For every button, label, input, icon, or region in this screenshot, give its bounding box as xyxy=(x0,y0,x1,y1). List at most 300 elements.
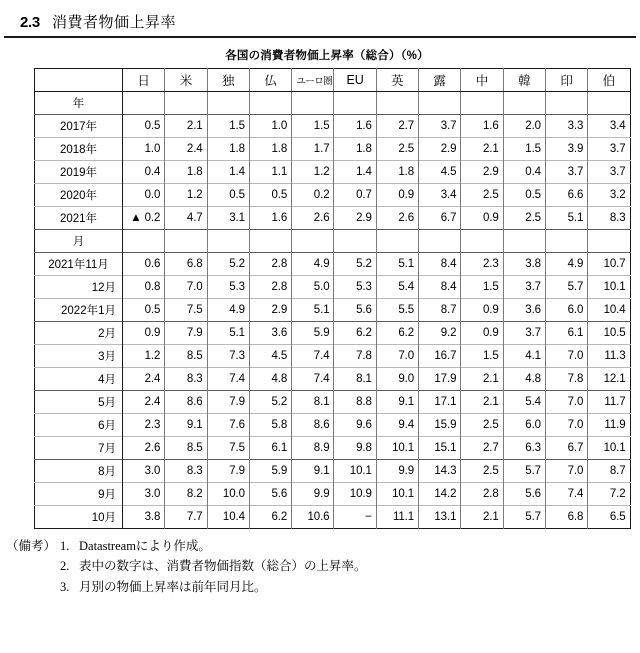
data-cell: 1.1 xyxy=(249,161,291,184)
empty-cell xyxy=(376,92,418,115)
data-cell: 6.1 xyxy=(249,437,291,460)
row-label: 2022年1月 xyxy=(35,299,123,322)
data-cell: 0.5 xyxy=(249,184,291,207)
data-cell: 0.5 xyxy=(123,115,165,138)
table-row xyxy=(35,437,631,460)
data-cell: 8.5 xyxy=(165,437,207,460)
footnote-index: 3. xyxy=(60,579,70,594)
data-cell: 11.9 xyxy=(588,414,630,437)
data-cell: 6.7 xyxy=(545,437,587,460)
data-cell: 6.0 xyxy=(545,299,587,322)
empty-cell xyxy=(419,230,461,253)
row-label: 3月 xyxy=(35,345,123,368)
empty-cell xyxy=(588,230,630,253)
data-cell: 7.2 xyxy=(588,483,630,506)
section-number: 2.3 xyxy=(20,14,40,31)
row-label: 2019年 xyxy=(35,161,123,184)
data-cell: 2.6 xyxy=(123,437,165,460)
data-cell: 5.2 xyxy=(334,253,376,276)
data-cell: 7.7 xyxy=(165,506,207,529)
row-label: 8月 xyxy=(35,460,123,483)
row-label: 7月 xyxy=(35,437,123,460)
data-cell: 8.7 xyxy=(419,299,461,322)
row-label: 12月 xyxy=(35,276,123,299)
data-cell: 2.5 xyxy=(503,207,545,230)
data-cell: 1.5 xyxy=(503,138,545,161)
data-cell: 9.9 xyxy=(292,483,334,506)
table-row xyxy=(35,345,631,368)
footnote-item xyxy=(6,536,640,556)
data-cell: 0.5 xyxy=(123,299,165,322)
data-cell: 6.3 xyxy=(503,437,545,460)
data-cell: 6.5 xyxy=(588,506,630,529)
data-cell: 2.9 xyxy=(461,161,503,184)
data-cell: 3.0 xyxy=(123,483,165,506)
data-cell: 2.0 xyxy=(503,115,545,138)
data-cell: 5.6 xyxy=(249,483,291,506)
data-cell: 10.5 xyxy=(588,322,630,345)
empty-cell xyxy=(123,230,165,253)
data-cell: 7.8 xyxy=(334,345,376,368)
empty-cell xyxy=(123,92,165,115)
data-cell: 4.8 xyxy=(249,368,291,391)
data-cell: 5.1 xyxy=(292,299,334,322)
data-cell: 8.3 xyxy=(165,460,207,483)
column-header-fr: 仏 xyxy=(249,69,291,92)
data-cell: 17.9 xyxy=(419,368,461,391)
row-label: 2020年 xyxy=(35,184,123,207)
data-cell: 2.8 xyxy=(461,483,503,506)
column-header-euro-area: ユーロ圏 xyxy=(292,69,334,92)
data-cell: 7.4 xyxy=(545,483,587,506)
data-cell: 2.4 xyxy=(165,138,207,161)
data-cell: 6.8 xyxy=(545,506,587,529)
data-cell: 0.5 xyxy=(503,184,545,207)
data-cell: 2.9 xyxy=(334,207,376,230)
row-label: 5月 xyxy=(35,391,123,414)
footnote-lead-spacer xyxy=(6,556,60,576)
data-cell: 3.4 xyxy=(588,115,630,138)
empty-cell xyxy=(545,230,587,253)
data-cell: 6.6 xyxy=(545,184,587,207)
data-cell: 6.2 xyxy=(334,322,376,345)
section-label: 月 xyxy=(35,230,123,253)
empty-cell xyxy=(292,92,334,115)
data-cell: 2.1 xyxy=(461,368,503,391)
empty-cell xyxy=(249,230,291,253)
section-row-year xyxy=(35,92,631,115)
column-header-eu: EU xyxy=(334,69,376,92)
data-cell: 0.0 xyxy=(123,184,165,207)
data-cell: 3.8 xyxy=(503,253,545,276)
empty-cell xyxy=(419,92,461,115)
data-cell: 1.8 xyxy=(376,161,418,184)
footnote-text: Datastreamにより作成。 xyxy=(79,539,211,553)
data-cell: 3.7 xyxy=(503,322,545,345)
data-cell: 2.3 xyxy=(123,414,165,437)
footnotes xyxy=(0,529,640,597)
row-label: 2021年11月 xyxy=(35,253,123,276)
data-cell: 3.1 xyxy=(207,207,249,230)
data-cell: 7.0 xyxy=(545,460,587,483)
data-cell: 1.8 xyxy=(165,161,207,184)
data-cell: 2.1 xyxy=(461,138,503,161)
data-cell: 11.3 xyxy=(588,345,630,368)
data-cell: 0.4 xyxy=(123,161,165,184)
empty-cell xyxy=(334,230,376,253)
data-cell: 7.0 xyxy=(545,414,587,437)
table-row xyxy=(35,276,631,299)
data-cell: 6.2 xyxy=(249,506,291,529)
data-cell: 10.6 xyxy=(292,506,334,529)
data-cell: 2.5 xyxy=(376,138,418,161)
table-row xyxy=(35,368,631,391)
data-cell: 9.4 xyxy=(376,414,418,437)
data-cell: 9.6 xyxy=(334,414,376,437)
data-cell: 8.2 xyxy=(165,483,207,506)
data-cell: 10.7 xyxy=(588,253,630,276)
section-label: 年 xyxy=(35,92,123,115)
footnote-item xyxy=(6,556,640,576)
data-cell: 3.7 xyxy=(588,138,630,161)
data-cell: 4.1 xyxy=(503,345,545,368)
table-row xyxy=(35,138,631,161)
data-cell: 2.1 xyxy=(461,506,503,529)
data-cell: 3.3 xyxy=(545,115,587,138)
table-body xyxy=(35,92,631,529)
data-cell: 4.9 xyxy=(207,299,249,322)
empty-cell xyxy=(292,230,334,253)
data-cell: 1.2 xyxy=(292,161,334,184)
data-cell: 5.2 xyxy=(249,391,291,414)
footnote-text: 月別の物価上昇率は前年同月比。 xyxy=(79,579,267,594)
data-cell: 5.9 xyxy=(292,322,334,345)
data-cell: 7.4 xyxy=(292,345,334,368)
data-cell: 7.9 xyxy=(207,391,249,414)
table-row xyxy=(35,115,631,138)
data-cell: 1.8 xyxy=(334,138,376,161)
data-cell: 2.8 xyxy=(249,253,291,276)
empty-cell xyxy=(588,92,630,115)
table-row xyxy=(35,414,631,437)
footnote-index: 1. xyxy=(60,539,70,553)
footnote-lead-spacer xyxy=(6,577,60,597)
data-cell: 4.5 xyxy=(249,345,291,368)
data-cell: 3.0 xyxy=(123,460,165,483)
data-cell: 10.4 xyxy=(588,299,630,322)
table-row xyxy=(35,299,631,322)
data-cell: 10.0 xyxy=(207,483,249,506)
data-cell: 7.9 xyxy=(165,322,207,345)
data-cell: 4.5 xyxy=(419,161,461,184)
data-cell: 9.2 xyxy=(419,322,461,345)
data-cell: 3.7 xyxy=(545,161,587,184)
data-cell: 17.1 xyxy=(419,391,461,414)
row-label: 2018年 xyxy=(35,138,123,161)
data-cell: 9.1 xyxy=(165,414,207,437)
data-cell: 10.1 xyxy=(588,437,630,460)
header-corner-cell xyxy=(35,69,123,92)
empty-cell xyxy=(207,230,249,253)
data-cell: 0.9 xyxy=(461,299,503,322)
data-cell: 7.8 xyxy=(545,368,587,391)
data-cell: 2.5 xyxy=(461,460,503,483)
data-cell: 2.6 xyxy=(292,207,334,230)
data-cell: 3.4 xyxy=(419,184,461,207)
data-cell: 8.1 xyxy=(292,391,334,414)
data-cell: 3.7 xyxy=(588,161,630,184)
data-cell: 0.9 xyxy=(123,322,165,345)
column-header-ru: 露 xyxy=(419,69,461,92)
column-header-in: 印 xyxy=(545,69,587,92)
data-cell: 7.5 xyxy=(207,437,249,460)
data-cell: 15.9 xyxy=(419,414,461,437)
data-cell: 9.1 xyxy=(376,391,418,414)
data-cell: 1.2 xyxy=(165,184,207,207)
cpi-table xyxy=(34,68,631,529)
empty-cell xyxy=(249,92,291,115)
data-cell: 2.4 xyxy=(123,368,165,391)
data-cell: 0.5 xyxy=(207,184,249,207)
data-cell: 6.2 xyxy=(376,322,418,345)
data-cell: 1.0 xyxy=(123,138,165,161)
data-cell: 1.8 xyxy=(207,138,249,161)
table-caption: 各国の消費者物価上昇率（総合）（%） xyxy=(225,50,429,62)
data-cell: 10.1 xyxy=(334,460,376,483)
data-cell: 0.9 xyxy=(461,322,503,345)
data-cell: 7.0 xyxy=(545,345,587,368)
data-cell: 0.9 xyxy=(376,184,418,207)
data-cell: 2.7 xyxy=(461,437,503,460)
data-cell: 2.8 xyxy=(249,276,291,299)
data-cell: 2.4 xyxy=(123,391,165,414)
data-cell: 5.5 xyxy=(376,299,418,322)
data-cell: 5.9 xyxy=(249,460,291,483)
data-cell: 7.9 xyxy=(207,460,249,483)
data-cell: 11.1 xyxy=(376,506,418,529)
column-header-cn: 中 xyxy=(461,69,503,92)
data-cell: 7.6 xyxy=(207,414,249,437)
data-cell: 8.3 xyxy=(588,207,630,230)
data-cell: 1.6 xyxy=(249,207,291,230)
data-cell: 2.9 xyxy=(249,299,291,322)
data-cell: 1.6 xyxy=(461,115,503,138)
data-cell: 8.7 xyxy=(588,460,630,483)
data-cell: 5.1 xyxy=(207,322,249,345)
data-cell: 5.8 xyxy=(249,414,291,437)
data-cell: 7.4 xyxy=(292,368,334,391)
data-cell: 16.7 xyxy=(419,345,461,368)
data-cell: 10.1 xyxy=(588,276,630,299)
data-cell: 5.3 xyxy=(334,276,376,299)
data-cell: 9.9 xyxy=(376,460,418,483)
data-cell: 2.1 xyxy=(461,391,503,414)
column-header-jp: 日 xyxy=(123,69,165,92)
data-cell: 4.7 xyxy=(165,207,207,230)
data-cell: 8.1 xyxy=(334,368,376,391)
data-cell: 0.8 xyxy=(123,276,165,299)
row-label: 10月 xyxy=(35,506,123,529)
empty-cell xyxy=(461,92,503,115)
data-cell: ▲ 0.2 xyxy=(123,207,165,230)
data-cell: 8.6 xyxy=(165,391,207,414)
data-cell: 8.4 xyxy=(419,253,461,276)
data-cell: 0.2 xyxy=(292,184,334,207)
data-cell: 6.7 xyxy=(419,207,461,230)
empty-cell xyxy=(503,230,545,253)
data-cell: 15.1 xyxy=(419,437,461,460)
footnote-lead: （備考） xyxy=(6,539,57,553)
data-cell: 7.0 xyxy=(376,345,418,368)
empty-cell xyxy=(165,92,207,115)
data-cell: 0.7 xyxy=(334,184,376,207)
data-cell: − xyxy=(334,506,376,529)
empty-cell xyxy=(503,92,545,115)
data-cell: 1.2 xyxy=(123,345,165,368)
row-label: 4月 xyxy=(35,368,123,391)
data-cell: 1.6 xyxy=(334,115,376,138)
page-title: 消費者物価上昇率 xyxy=(51,14,176,31)
data-cell: 1.7 xyxy=(292,138,334,161)
data-cell: 5.1 xyxy=(376,253,418,276)
data-cell: 12.1 xyxy=(588,368,630,391)
data-cell: 2.9 xyxy=(419,138,461,161)
data-cell: 7.5 xyxy=(165,299,207,322)
data-cell: 3.8 xyxy=(123,506,165,529)
data-cell: 5.4 xyxy=(503,391,545,414)
data-cell: 1.5 xyxy=(292,115,334,138)
empty-cell xyxy=(207,92,249,115)
table-row xyxy=(35,184,631,207)
table-row xyxy=(35,391,631,414)
row-label: 2017年 xyxy=(35,115,123,138)
data-cell: 1.4 xyxy=(207,161,249,184)
data-cell: 5.3 xyxy=(207,276,249,299)
data-cell: 5.7 xyxy=(503,460,545,483)
empty-cell xyxy=(461,230,503,253)
data-cell: 3.7 xyxy=(503,276,545,299)
data-cell: 14.3 xyxy=(419,460,461,483)
row-label: 9月 xyxy=(35,483,123,506)
data-cell: 9.8 xyxy=(334,437,376,460)
data-cell: 7.4 xyxy=(207,368,249,391)
data-cell: 8.4 xyxy=(419,276,461,299)
data-cell: 14.2 xyxy=(419,483,461,506)
table-row xyxy=(35,322,631,345)
table-row xyxy=(35,253,631,276)
data-cell: 0.9 xyxy=(461,207,503,230)
data-cell: 5.6 xyxy=(334,299,376,322)
data-cell: 5.0 xyxy=(292,276,334,299)
table-row xyxy=(35,161,631,184)
data-cell: 9.1 xyxy=(292,460,334,483)
data-cell: 8.8 xyxy=(334,391,376,414)
empty-cell xyxy=(545,92,587,115)
data-cell: 3.6 xyxy=(503,299,545,322)
data-cell: 3.2 xyxy=(588,184,630,207)
data-cell: 5.7 xyxy=(545,276,587,299)
data-cell: 8.9 xyxy=(292,437,334,460)
data-cell: 4.9 xyxy=(292,253,334,276)
section-row-month xyxy=(35,230,631,253)
data-cell: 5.4 xyxy=(376,276,418,299)
data-cell: 10.4 xyxy=(207,506,249,529)
data-cell: 8.6 xyxy=(292,414,334,437)
data-cell: 7.0 xyxy=(165,276,207,299)
data-cell: 5.1 xyxy=(545,207,587,230)
data-cell: 5.7 xyxy=(503,506,545,529)
table-row xyxy=(35,483,631,506)
data-cell: 2.6 xyxy=(376,207,418,230)
empty-cell xyxy=(376,230,418,253)
table-row xyxy=(35,460,631,483)
data-cell: 6.8 xyxy=(165,253,207,276)
data-cell: 4.9 xyxy=(545,253,587,276)
header-row xyxy=(35,69,631,92)
data-cell: 7.3 xyxy=(207,345,249,368)
data-cell: 7.0 xyxy=(545,391,587,414)
data-cell: 1.0 xyxy=(249,115,291,138)
empty-cell xyxy=(334,92,376,115)
column-header-br: 伯 xyxy=(588,69,630,92)
column-header-kr: 韓 xyxy=(503,69,545,92)
column-header-us: 米 xyxy=(165,69,207,92)
empty-cell xyxy=(165,230,207,253)
table-container xyxy=(0,68,640,529)
column-header-uk: 英 xyxy=(376,69,418,92)
data-cell: 2.3 xyxy=(461,253,503,276)
table-header xyxy=(35,69,631,92)
data-cell: 8.3 xyxy=(165,368,207,391)
data-cell: 11.7 xyxy=(588,391,630,414)
footnote-index: 2. xyxy=(60,559,70,574)
table-row xyxy=(35,506,631,529)
data-cell: 6.0 xyxy=(503,414,545,437)
data-cell: 2.1 xyxy=(165,115,207,138)
data-cell: 3.6 xyxy=(249,322,291,345)
data-cell: 5.2 xyxy=(207,253,249,276)
data-cell: 2.5 xyxy=(461,414,503,437)
row-label: 2021年 xyxy=(35,207,123,230)
data-cell: 10.9 xyxy=(334,483,376,506)
data-cell: 1.8 xyxy=(249,138,291,161)
data-cell: 3.9 xyxy=(545,138,587,161)
data-cell: 2.7 xyxy=(376,115,418,138)
data-cell: 8.5 xyxy=(165,345,207,368)
data-cell: 1.5 xyxy=(461,276,503,299)
data-cell: 6.1 xyxy=(545,322,587,345)
footnote-text: 表中の数字は、消費者物価指数（総合）の上昇率。 xyxy=(79,559,367,574)
data-cell: 13.1 xyxy=(419,506,461,529)
table-row xyxy=(35,207,631,230)
footnote-item xyxy=(6,577,640,597)
row-label: 2月 xyxy=(35,322,123,345)
data-cell: 1.4 xyxy=(334,161,376,184)
data-cell: 5.6 xyxy=(503,483,545,506)
row-label: 6月 xyxy=(35,414,123,437)
data-cell: 3.7 xyxy=(419,115,461,138)
data-cell: 0.4 xyxy=(503,161,545,184)
section-heading xyxy=(4,0,636,38)
data-cell: 9.0 xyxy=(376,368,418,391)
column-header-de: 独 xyxy=(207,69,249,92)
data-cell: 4.8 xyxy=(503,368,545,391)
data-cell: 1.5 xyxy=(207,115,249,138)
data-cell: 1.5 xyxy=(461,345,503,368)
data-cell: 0.6 xyxy=(123,253,165,276)
data-cell: 2.5 xyxy=(461,184,503,207)
data-cell: 10.1 xyxy=(376,483,418,506)
